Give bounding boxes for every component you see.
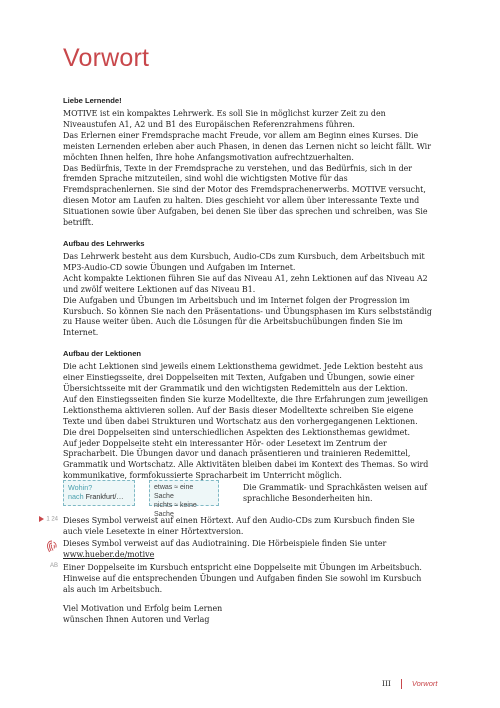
- hueber-link[interactable]: www.hueber.de/motive: [63, 549, 155, 559]
- section-heading-aufbau-lehrwerk: Aufbau des Lehrwerks: [63, 238, 145, 248]
- audio-track-label: 1 24: [46, 516, 58, 523]
- intro-paragraph-1: MOTIVE ist ein kompaktes Lehrwerk. Es soll Sie in möglichst kurzer Zeit zu den Niveaustufen A1, A2 und B1 des Europäischen Referenzrahmens führen.: [63, 109, 386, 129]
- greeting: Liebe Lernende!: [63, 96, 122, 105]
- page-footer: [382, 679, 437, 691]
- grammar-box: [63, 480, 135, 506]
- audio-symbol-text: Dieses Symbol verweist auf einen Hörtext. Auf den Audio-CDs zum Kursbuch finden Sie auch viele Lesetexte in einer Hörtextversion.: [63, 516, 415, 536]
- grammar-box-line-1: Wohin?: [68, 483, 93, 492]
- boxes-description: Die Grammatik- und Sprachkästen weisen auf sprachliche Besonderheiten hin.: [243, 483, 428, 503]
- section2-paragraph-2: Auf den Einstiegsseiten finden Sie kurze Modelltexte, die Ihre Erfahrungen zum jeweiligen Lektionsthema aktivieren sollen. Auf der Basis dieser Modelltexte schreiben Sie eigene Texte und üben dabei Strukturen und Wortschatz aus den vorhergegangenen Lektionen.: [63, 394, 429, 426]
- main-text: [63, 96, 435, 482]
- training-symbol-text: [63, 539, 435, 561]
- play-icon: [39, 516, 44, 522]
- closing-line-2: wünschen Ihnen Autoren und Verlag: [63, 614, 210, 624]
- page-number: III: [382, 679, 391, 688]
- section2-paragraph-3: Die drei Doppelseiten sind unterschiedlichen Aspekten des Lektionsthemas gewidmet.: [63, 427, 410, 437]
- closing-line-1: Viel Motivation und Erfolg beim Lernen: [63, 604, 223, 613]
- audio-symbol: [20, 516, 58, 523]
- footer-section-name: Vorwort: [411, 679, 438, 688]
- grammar-box-line-2: [68, 492, 130, 501]
- section1-paragraph-1: Das Lehrwerk besteht aus dem Kursbuch, Audio-CDs zum Kursbuch, dem Arbeitsbuch mit MP3-Audio-CD sowie Übungen und Aufgaben im Internet.: [63, 251, 425, 272]
- audio-training-icon: [20, 539, 58, 554]
- grammar-box-preposition: nach: [68, 492, 84, 501]
- language-box: [149, 480, 219, 518]
- ab-symbol-text: Einer Doppelseite im Kursbuch entspricht eine Doppelseite mit Übungen im Arbeitsbuch. Hinweise auf die entsprechenden Übungen und Aufgaben finden Sie sowohl im Kursbuch als auch im Arbeitsbuch.: [63, 563, 422, 594]
- footer-divider: [401, 679, 402, 689]
- ab-symbol: AB: [49, 563, 58, 569]
- section1-paragraph-3: Die Aufgaben und Übungen im Arbeitsbuch und im Internet folgen der Progression im Kursbuch. So können Sie nach den Präsentations- und Übungsphasen im Kurs selbstständig zu Hause weiter üben. Auch die Lösungen für die Arbeitsbuchübungen finden Sie im Internet.: [63, 295, 432, 338]
- page-title: Vorwort: [63, 44, 150, 72]
- grammar-box-example: Frankfurt/…: [85, 492, 124, 501]
- section2-paragraph-1: Die acht Lektionen sind jeweils einem Lektionsthema gewidmet. Jede Lektion besteht aus einer Einstiegsseite, drei Doppelseiten mit Texten, Aufgaben und Übungen, sowie einer Übersichtsseite mit der Grammatik und den wichtigsten Redemitteln aus der Lektion.: [63, 362, 423, 394]
- closing: [63, 604, 435, 626]
- language-box-line-1: etwas ≈ eine Sache: [154, 484, 194, 500]
- language-box-line-2: nichts ≈ keine Sache: [154, 502, 197, 518]
- grammar-boxes: [63, 480, 435, 518]
- section-heading-aufbau-lektionen: Aufbau der Lektionen: [63, 349, 142, 359]
- section1-paragraph-2: Acht kompakte Lektionen führen Sie auf das Niveau A1, zehn Lektionen auf das Niveau A2 und zwölf weitere Lektionen auf das Niveau B1.: [63, 273, 428, 294]
- intro-paragraph-3: Das Bedürfnis, Texte in der Fremdsprache zu verstehen, und das Bedürfnis, sich in der fremden Sprache mitzuteilen, sind wohl die wichtigsten Motive für das Fremdsprachenlernen. Sie sind der Motor des Fremdsprachenerwerbs. MOTIVE versucht, diesen Motor am Laufen zu halten. Dies geschieht vor allem über interessante Texte und Situationen sowie über Aufgaben, bei denen Sie über das sprechen und schreiben, was Sie betrifft.: [63, 163, 428, 228]
- training-text: Dieses Symbol verweist auf das Audiotraining. Die Hörbeispiele finden Sie unter: [63, 539, 387, 548]
- intro-paragraph-2: Das Erlernen einer Fremdsprache macht Freude, vor allem am Beginn eines Kurses. Die meisten Lernenden erleben aber auch Phasen, in denen das Lernen nicht so leicht fällt. Wir möchten Ihnen helfen, Ihre hohe Anfangsmotivation aufrechtzuerhalten.: [63, 130, 431, 162]
- section2-paragraph-4: Auf jeder Doppelseite steht ein interessanter Hör- oder Lesetext im Zentrum der Spracharbeit. Die Übungen davor und danach präsentieren und trainieren Redemittel, Grammatik und Wortschatz. Alle Aktivitäten bleiben dabei im Kontext des Themas. So wird kommunikative, formfokussierte Spracharbeit im Unterricht möglich.: [63, 438, 429, 481]
